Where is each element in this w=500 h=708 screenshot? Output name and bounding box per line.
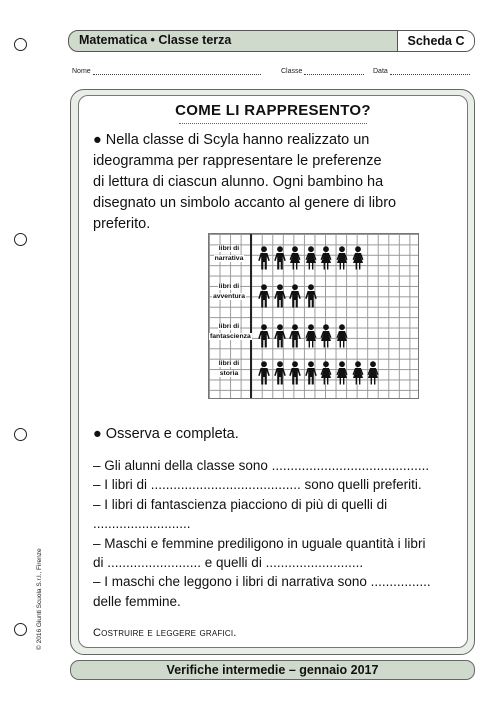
class-field[interactable] (281, 67, 364, 75)
girl-figure-icon (366, 361, 380, 385)
girl-figure-icon (335, 361, 349, 385)
question-line: delle femmine. (93, 593, 181, 609)
bullet-icon: ● (93, 132, 102, 148)
girl-figure-icon (351, 361, 365, 385)
instruction (93, 426, 239, 442)
binder-hole-bottom (14, 623, 27, 636)
binder-hole-upper (14, 233, 27, 246)
date-label: Data (373, 68, 388, 75)
question-line: – I libri di fantascienza piacciono di più di quelli di (93, 496, 388, 512)
boy-figure-icon (273, 361, 287, 385)
intro-line: preferito. (93, 216, 151, 232)
boy-figure-icon (273, 246, 287, 270)
question-line[interactable]: .......................... (93, 516, 191, 532)
boy-figure-icon (273, 324, 287, 348)
date-field[interactable] (373, 67, 470, 75)
chart-row-label: libri di narrativa (214, 245, 244, 263)
girl-figure-icon (288, 246, 302, 270)
binder-hole-top (14, 38, 27, 51)
girl-figure-icon (335, 246, 349, 270)
intro-text (93, 130, 453, 235)
intro-line: di lettura di ciascun alunno. Ogni bambino ha (93, 174, 384, 190)
exercise-panel (70, 89, 475, 655)
question-line[interactable]: di ......................... e quelli di .......................... (93, 555, 364, 571)
girl-figure-icon (304, 324, 318, 348)
girl-figure-icon (319, 324, 333, 348)
binder-hole-lower (14, 428, 27, 441)
instruction-text: Osserva e completa. (105, 426, 239, 442)
skill-note: Costruire e leggere grafici. (93, 627, 237, 639)
sheet-label: Scheda C (397, 31, 474, 51)
title-underline (179, 123, 367, 124)
intro-line: disegnato un simbolo accanto al genere di libro (93, 195, 397, 211)
class-label: Classe (281, 68, 303, 75)
header-bar (68, 30, 475, 52)
boy-figure-icon (257, 361, 271, 385)
subject-title: Matematica • Classe terza (79, 33, 232, 47)
boy-figure-icon (257, 246, 271, 270)
boy-figure-icon (288, 284, 302, 308)
boy-figure-icon (273, 284, 287, 308)
girl-figure-icon (304, 246, 318, 270)
ideogram-chart (208, 233, 419, 399)
boy-figure-icon (257, 284, 271, 308)
question-line[interactable]: – Gli alunni della classe sono .......................................... (93, 458, 430, 473)
footer-bar: Verifiche intermedie – gennaio 2017 (70, 660, 475, 680)
question-line: – Maschi e femmine prediligono in uguale quantità i libri (93, 535, 426, 551)
chart-row-label: libri di storia (218, 360, 240, 378)
girl-figure-icon (351, 246, 365, 270)
girl-figure-icon (335, 324, 349, 348)
chart-row-label: libri di avventura (212, 283, 246, 301)
girl-figure-icon (319, 246, 333, 270)
chart-axis (250, 234, 252, 398)
boy-figure-icon (288, 324, 302, 348)
question-list (93, 456, 457, 611)
name-field[interactable] (72, 67, 261, 75)
girl-figure-icon (319, 361, 333, 385)
boy-figure-icon (304, 361, 318, 385)
boy-figure-icon (288, 361, 302, 385)
exercise-card (78, 95, 468, 648)
question-line[interactable]: – I maschi che leggono i libri di narrativa sono ................ (93, 574, 431, 590)
name-label: Nome (72, 68, 91, 75)
boy-figure-icon (304, 284, 318, 308)
question-line[interactable]: – I libri di ........................................ sono quelli preferiti. (93, 477, 422, 493)
boy-figure-icon (257, 324, 271, 348)
intro-line: Nella classe di Scyla hanno realizzato un (105, 132, 370, 148)
exercise-title: COME LI RAPPRESENTO? (175, 102, 371, 119)
copyright-notice: © 2016 Giunti Scuola S.r.l., Firenze (36, 548, 43, 650)
chart-row-label: libri di fantascienza (210, 323, 251, 341)
bullet-icon: ● (93, 426, 102, 442)
intro-line: ideogramma per rappresentare le preferenze (93, 153, 382, 169)
